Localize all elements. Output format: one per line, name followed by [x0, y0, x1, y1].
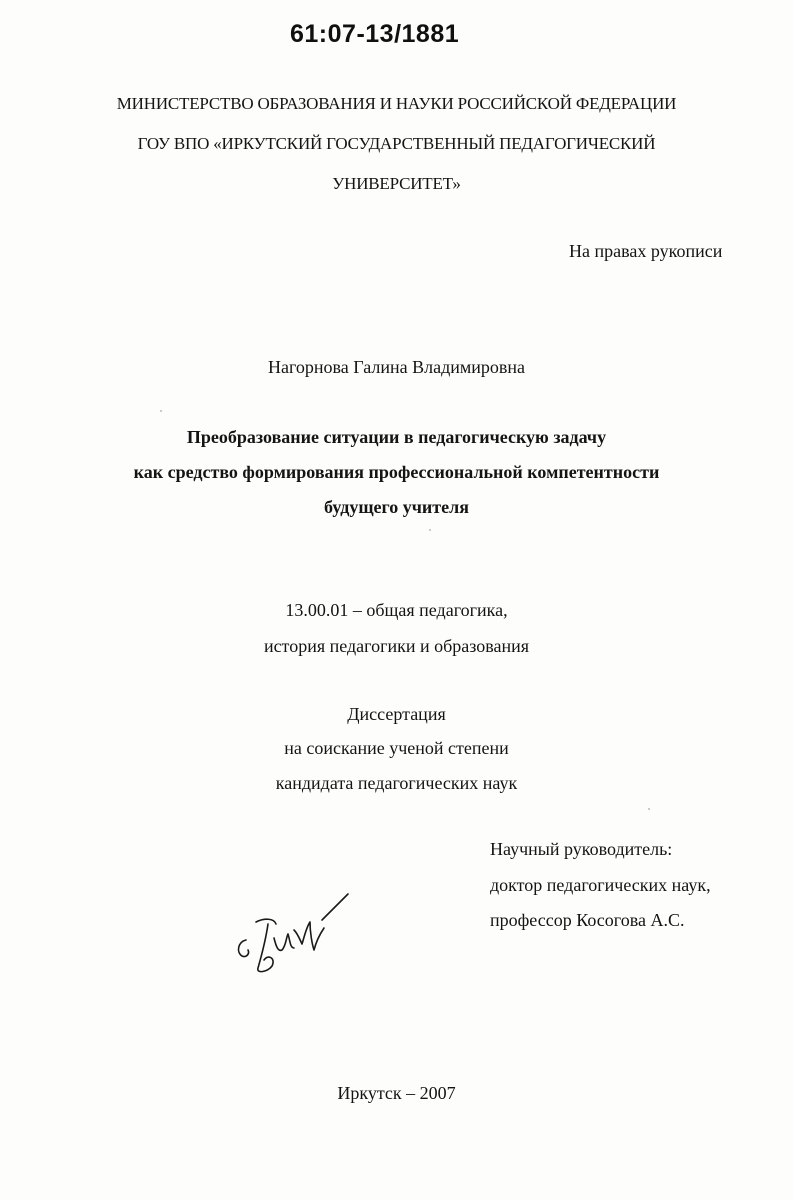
supervisor-label: Научный руководитель: — [490, 839, 673, 859]
title-line-1: Преобразование ситуации в педагогическую задачу — [186, 427, 607, 447]
city-year: Иркутск – 2007 — [337, 1083, 456, 1103]
specialty-line-2: история педагогики и образования — [263, 636, 530, 656]
university-line-2: УНИВЕРСИТЕТ» — [332, 174, 461, 193]
title-line-2: как средство формирования профессиональной компетентности — [133, 462, 660, 482]
specialty-line-1: 13.00.01 – общая педагогика, — [285, 600, 508, 620]
degree-line-2: на соискание ученой степени — [284, 738, 509, 758]
archive-code-stamp: 61:07-13/1881 — [290, 20, 460, 48]
manuscript-note: На правах рукописи — [569, 241, 723, 261]
degree-line-1: Диссертация — [347, 704, 446, 724]
supervisor-degree: доктор педагогических наук, — [490, 875, 711, 895]
supervisor-name: профессор Косогова А.С. — [490, 910, 685, 930]
university-line-1: ГОУ ВПО «ИРКУТСКИЙ ГОСУДАРСТВЕННЫЙ ПЕДАГОГИЧЕСКИЙ — [137, 134, 656, 153]
author-name: Нагорнова Галина Владимировна — [267, 357, 526, 377]
scan-speck — [648, 808, 650, 810]
handwritten-signature — [228, 880, 358, 980]
ministry-line: МИНИСТЕРСТВО ОБРАЗОВАНИЯ И НАУКИ РОССИЙСКОЙ ФЕДЕРАЦИИ — [116, 94, 677, 113]
title-line-3: будущего учителя — [324, 497, 469, 517]
degree-line-3: кандидата педагогических наук — [275, 773, 518, 793]
scan-speck — [429, 529, 431, 531]
scan-speck — [160, 410, 162, 412]
